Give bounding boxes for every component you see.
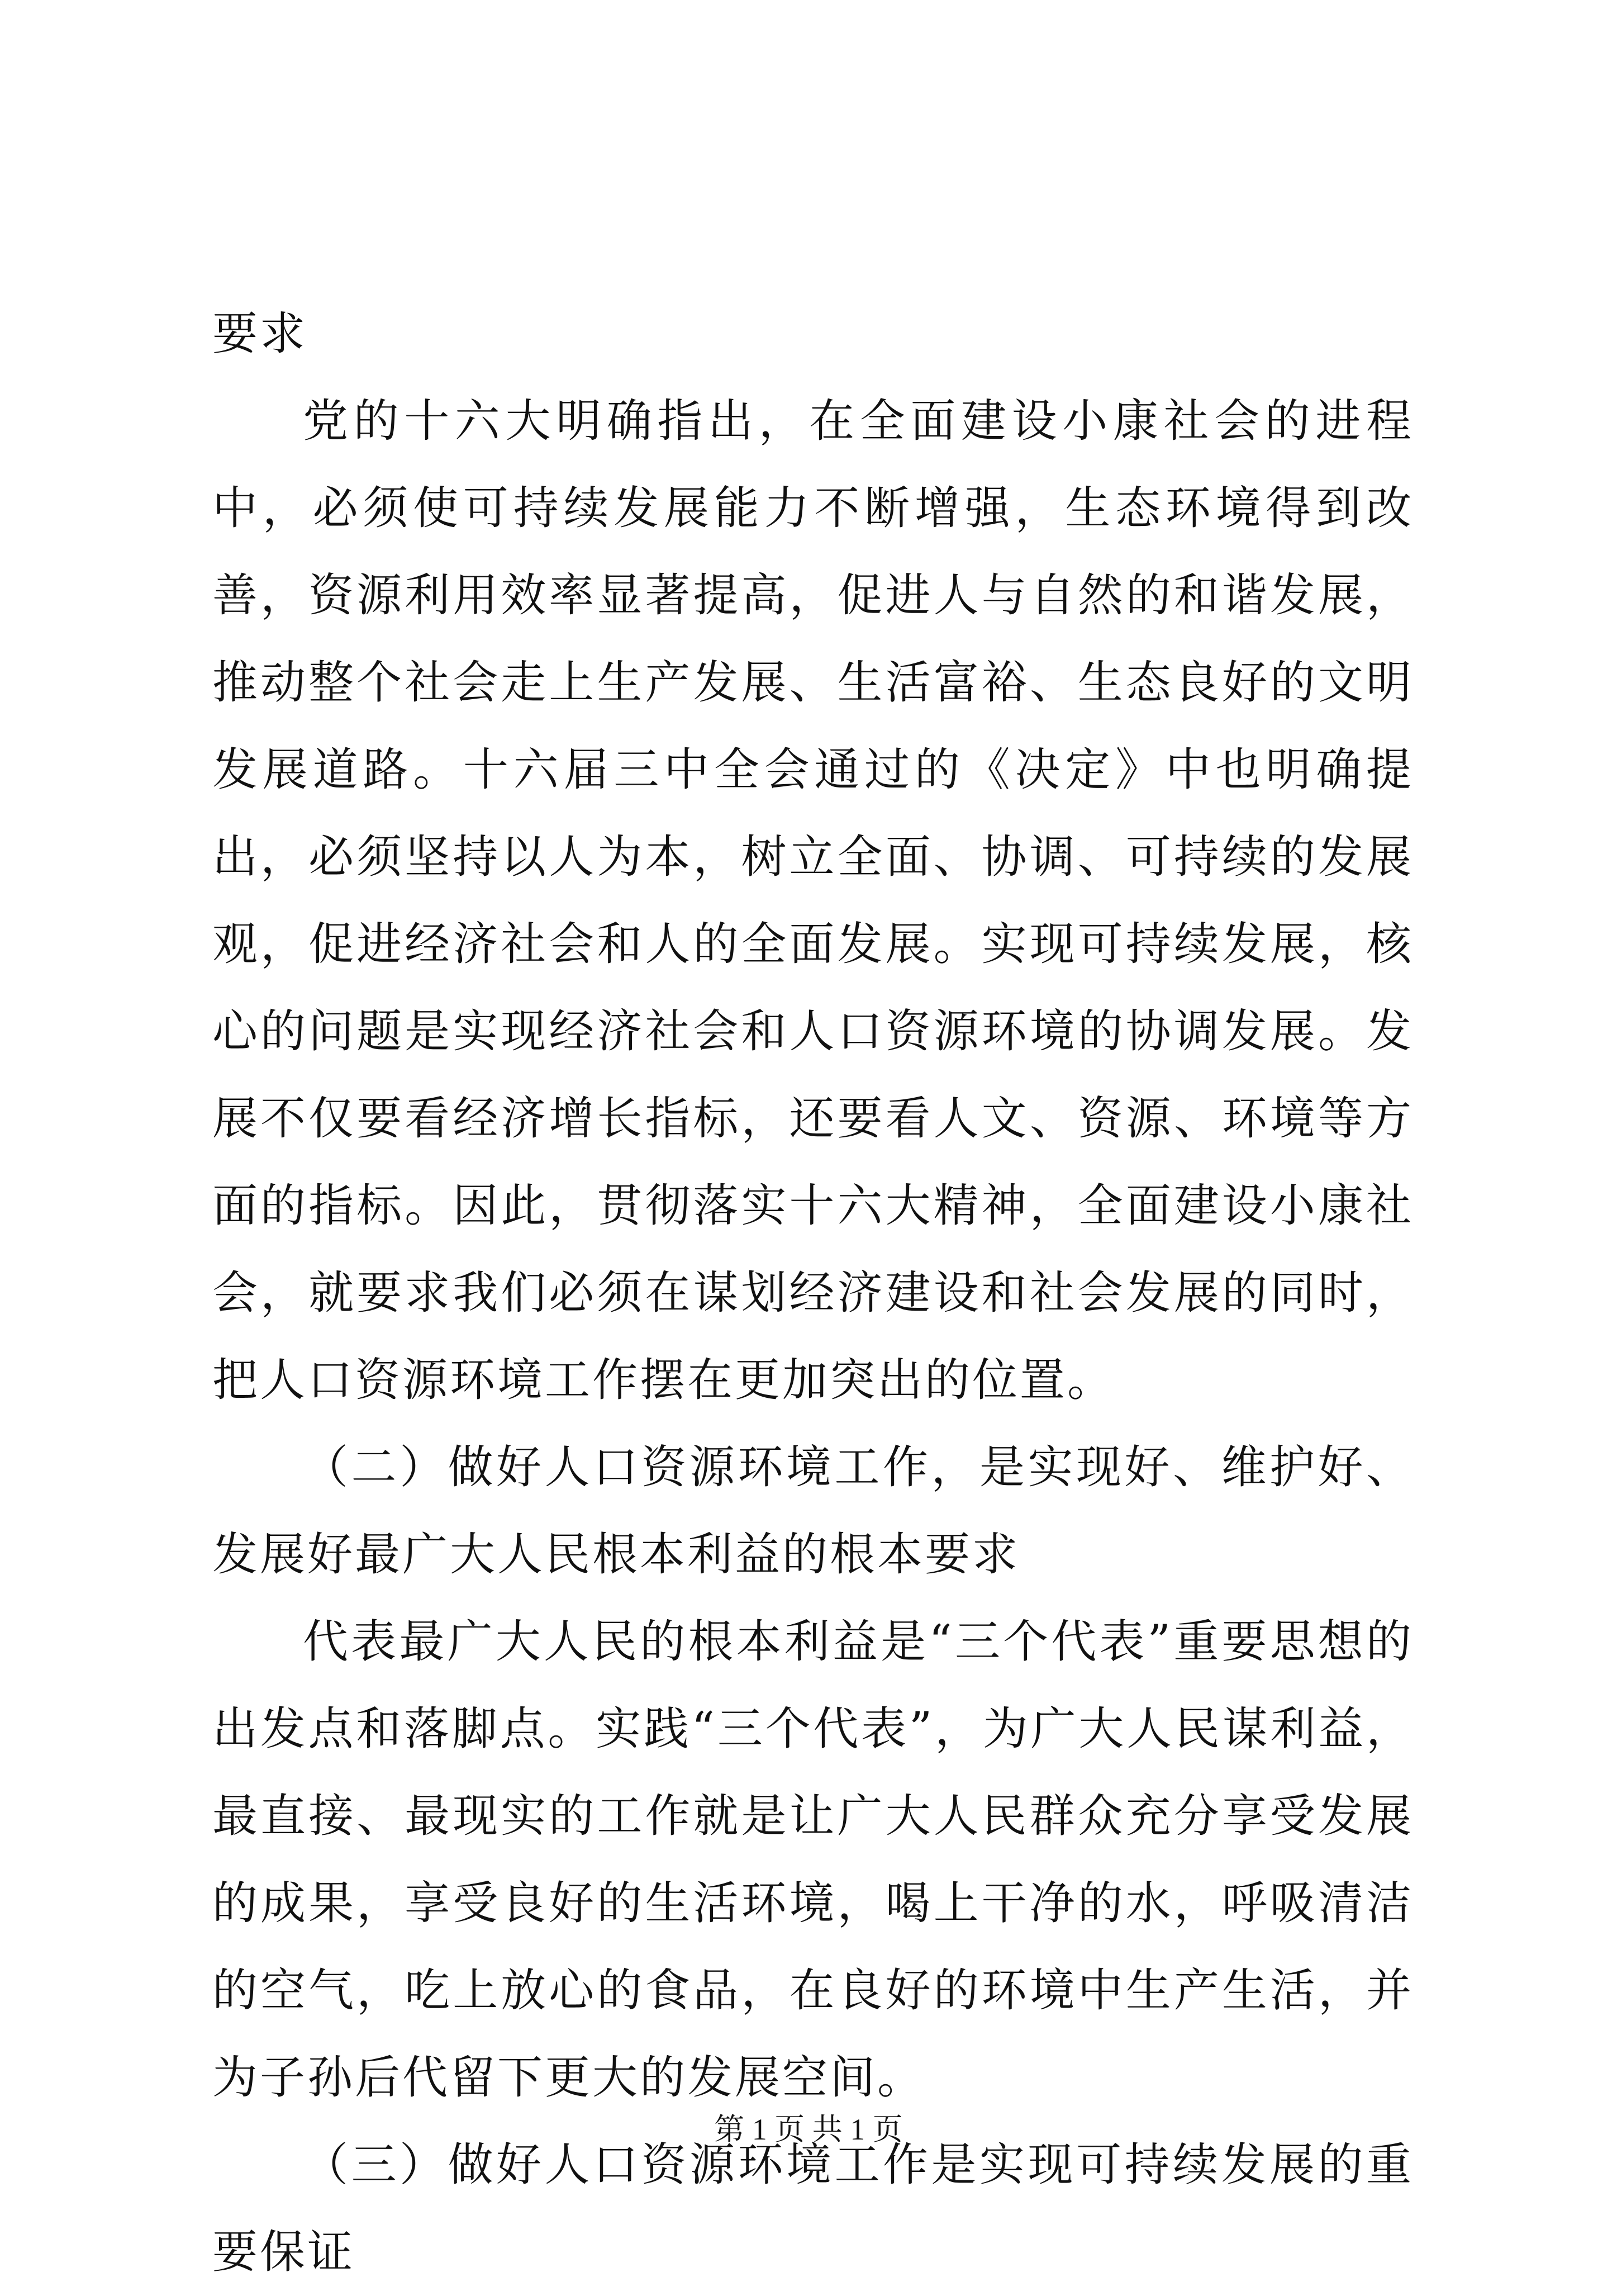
- page-footer: [0, 2110, 1617, 2149]
- paragraph-three-represents: 代表最广大人民的根本利益是“三个代表”重要思想的出发点和落脚点。实践“三个代表”，为广大人民谋利益，最直接、最现实的工作就是让广大人民群众充分享受发展的成果，享受良好的生活环境，喝上干净的水，呼吸清洁的空气，吃上放心的食品，在良好的环境中生产生活，并为子孙后代留下更大的发展空间。: [212, 1616, 1414, 2104]
- paragraph-party-congress: 党的十六大明确指出，在全面建设小康社会的进程中，必须使可持续发展能力不断增强，生态环境得到改善，资源利用效率显著提高，促进人与自然的和谐发展，推动整个社会走上生产发展、生活富裕、生态良好的文明发展道路。十六届三中全会通过的《决定》中也明确提出，必须坚持以人为本，树立全面、协调、可持续的发展观，促进经济社会和人的全面发展。实现可持续发展，核心的问题是实现经济社会和人口资源环境的协调发展。发展不仅要看经济增长指标，还要看人文、资源、环境等方面的指标。因此，贯彻落实十六大精神，全面建设小康社会，就要求我们必须在谋划经济建设和社会发展的同时，把人口资源环境工作摆在更加突出的位置。: [212, 395, 1414, 1407]
- paragraph-continuation: 要求: [212, 308, 308, 360]
- page-number: 第 1 页 共 1 页: [714, 2113, 903, 2146]
- section-heading-three: （三）做好人口资源环境工作是实现可持续发展的重要保证: [212, 2139, 1414, 2279]
- document-body: [212, 291, 1414, 2296]
- section-heading-two: （二）做好人口资源环境工作，是实现好、维护好、发展好最广大人民根本利益的根本要求: [212, 1441, 1414, 1581]
